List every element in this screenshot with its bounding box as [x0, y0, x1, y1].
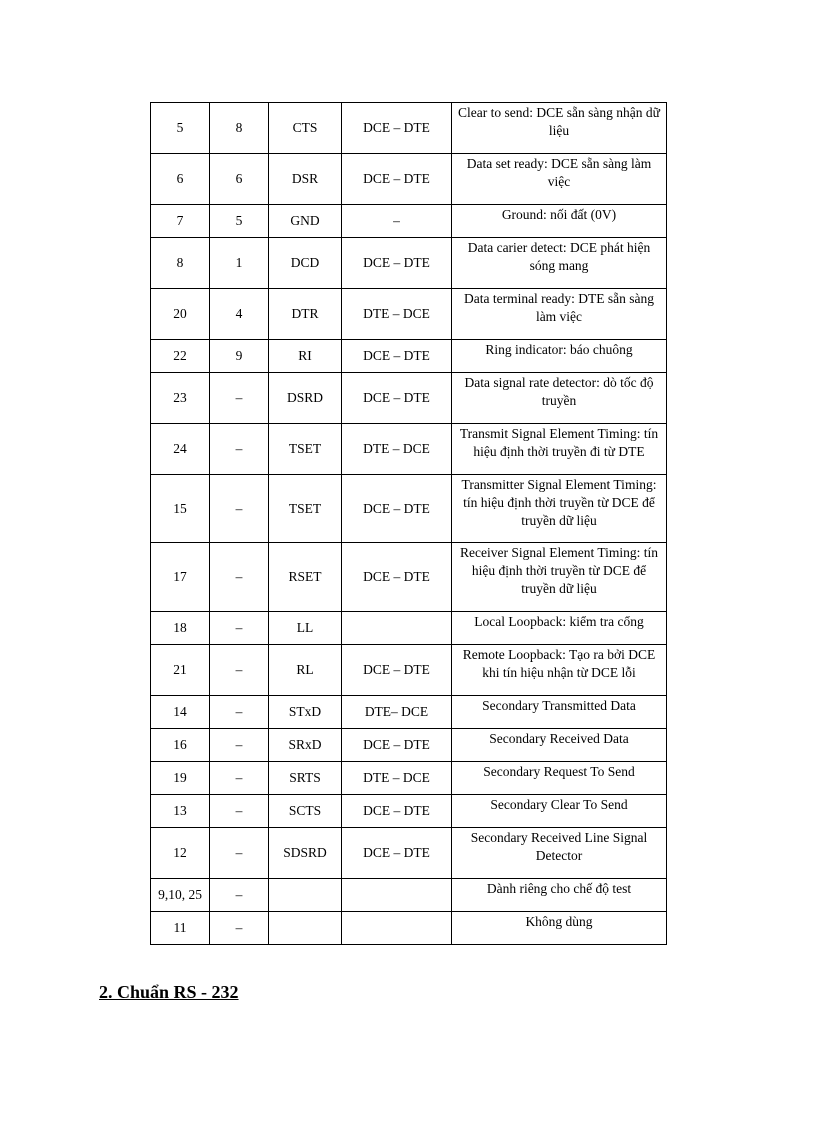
table-row — [151, 103, 667, 154]
description-cell: Secondary Transmitted Data — [452, 696, 667, 729]
pin25-cell: 6 — [151, 154, 210, 205]
description-cell: Không dùng — [452, 912, 667, 945]
signal-cell: STxD — [269, 696, 342, 729]
pin9-cell: – — [210, 645, 269, 696]
table-row — [151, 475, 667, 543]
pin9-cell: – — [210, 612, 269, 645]
direction-cell: DCE – DTE — [342, 373, 452, 424]
direction-cell: DCE – DTE — [342, 645, 452, 696]
description-cell: Transmitter Signal Element Timing: tín hiệu định thời truyền từ DCE để truyền dữ liệu — [452, 475, 667, 543]
direction-cell: DCE – DTE — [342, 729, 452, 762]
direction-cell: DCE – DTE — [342, 103, 452, 154]
description-cell: Data signal rate detector: dò tốc độ truyền — [452, 373, 667, 424]
pin25-cell: 8 — [151, 238, 210, 289]
pin9-cell: – — [210, 424, 269, 475]
description-cell: Secondary Received Line Signal Detector — [452, 828, 667, 879]
pin9-cell: – — [210, 912, 269, 945]
pin9-cell: – — [210, 879, 269, 912]
table-row — [151, 154, 667, 205]
description-cell: Ring indicator: báo chuông — [452, 340, 667, 373]
description-cell: Secondary Request To Send — [452, 762, 667, 795]
signal-cell — [269, 879, 342, 912]
description-cell: Dành riêng cho chế độ test — [452, 879, 667, 912]
table-row — [151, 828, 667, 879]
signal-cell: DTR — [269, 289, 342, 340]
table-row — [151, 340, 667, 373]
direction-cell — [342, 612, 452, 645]
signal-cell: SRTS — [269, 762, 342, 795]
description-cell: Secondary Received Data — [452, 729, 667, 762]
pin-table-body — [151, 103, 667, 945]
table-row — [151, 373, 667, 424]
signal-cell — [269, 912, 342, 945]
direction-cell: DCE – DTE — [342, 795, 452, 828]
table-row — [151, 696, 667, 729]
pin9-cell: 4 — [210, 289, 269, 340]
direction-cell: DCE – DTE — [342, 828, 452, 879]
pin9-cell: 5 — [210, 205, 269, 238]
pin25-cell: 11 — [151, 912, 210, 945]
signal-cell: SRxD — [269, 729, 342, 762]
direction-cell: DTE – DCE — [342, 289, 452, 340]
direction-cell: DTE – DCE — [342, 762, 452, 795]
pin25-cell: 19 — [151, 762, 210, 795]
signal-cell: RL — [269, 645, 342, 696]
table-row — [151, 289, 667, 340]
pin9-cell: 6 — [210, 154, 269, 205]
pin25-cell: 15 — [151, 475, 210, 543]
table-row — [151, 205, 667, 238]
direction-cell: DCE – DTE — [342, 340, 452, 373]
description-cell: Data carier detect: DCE phát hiện sóng mang — [452, 238, 667, 289]
table-row — [151, 424, 667, 475]
table-row — [151, 795, 667, 828]
signal-cell: SDSRD — [269, 828, 342, 879]
pin25-cell: 23 — [151, 373, 210, 424]
section-heading: 2. Chuẩn RS - 232 — [99, 982, 239, 1002]
description-cell: Data set ready: DCE sẵn sàng làm việc — [452, 154, 667, 205]
table-row — [151, 729, 667, 762]
signal-cell: DSRD — [269, 373, 342, 424]
pin25-cell: 14 — [151, 696, 210, 729]
table-row — [151, 879, 667, 912]
pin9-cell: – — [210, 762, 269, 795]
signal-cell: DCD — [269, 238, 342, 289]
table-row — [151, 912, 667, 945]
pin25-cell: 17 — [151, 543, 210, 612]
signal-cell: RI — [269, 340, 342, 373]
pin9-cell: – — [210, 795, 269, 828]
description-cell: Remote Loopback: Tạo ra bởi DCE khi tín hiệu nhận từ DCE lỗi — [452, 645, 667, 696]
pin9-cell: 9 — [210, 340, 269, 373]
description-cell: Local Loopback: kiểm tra cổng — [452, 612, 667, 645]
pin25-cell: 18 — [151, 612, 210, 645]
pin25-cell: 12 — [151, 828, 210, 879]
table-row — [151, 238, 667, 289]
pin25-cell: 20 — [151, 289, 210, 340]
signal-cell: GND — [269, 205, 342, 238]
signal-cell: DSR — [269, 154, 342, 205]
description-cell: Ground: nối đất (0V) — [452, 205, 667, 238]
signal-cell: RSET — [269, 543, 342, 612]
pin25-cell: 9,10, 25 — [151, 879, 210, 912]
direction-cell: DCE – DTE — [342, 475, 452, 543]
description-cell: Transmit Signal Element Timing: tín hiệu định thời truyền đi từ DTE — [452, 424, 667, 475]
pin25-cell: 21 — [151, 645, 210, 696]
direction-cell: DCE – DTE — [342, 543, 452, 612]
signal-cell: SCTS — [269, 795, 342, 828]
signal-cell: LL — [269, 612, 342, 645]
pin9-cell: 1 — [210, 238, 269, 289]
description-cell: Receiver Signal Element Timing: tín hiệu định thời truyền từ DCE để truyền dữ liệu — [452, 543, 667, 612]
description-cell: Secondary Clear To Send — [452, 795, 667, 828]
pin9-cell: – — [210, 696, 269, 729]
direction-cell — [342, 912, 452, 945]
pin9-cell: – — [210, 729, 269, 762]
signal-cell: CTS — [269, 103, 342, 154]
direction-cell — [342, 879, 452, 912]
pin25-cell: 24 — [151, 424, 210, 475]
pin-table — [150, 102, 667, 945]
pin9-cell: – — [210, 543, 269, 612]
direction-cell: DTE – DCE — [342, 424, 452, 475]
pin9-cell: 8 — [210, 103, 269, 154]
pin9-cell: – — [210, 475, 269, 543]
pin25-cell: 22 — [151, 340, 210, 373]
table-row — [151, 645, 667, 696]
table-row — [151, 612, 667, 645]
table-row — [151, 543, 667, 612]
signal-cell: TSET — [269, 475, 342, 543]
direction-cell: DCE – DTE — [342, 238, 452, 289]
pin25-cell: 13 — [151, 795, 210, 828]
pin9-cell: – — [210, 828, 269, 879]
signal-cell: TSET — [269, 424, 342, 475]
pin25-cell: 5 — [151, 103, 210, 154]
pin25-cell: 7 — [151, 205, 210, 238]
direction-cell: DCE – DTE — [342, 154, 452, 205]
pin25-cell: 16 — [151, 729, 210, 762]
description-cell: Data terminal ready: DTE sẵn sàng làm việc — [452, 289, 667, 340]
pin9-cell: – — [210, 373, 269, 424]
description-cell: Clear to send: DCE sẵn sàng nhận dữ liệu — [452, 103, 667, 154]
direction-cell: DTE– DCE — [342, 696, 452, 729]
table-row — [151, 762, 667, 795]
direction-cell: – — [342, 205, 452, 238]
